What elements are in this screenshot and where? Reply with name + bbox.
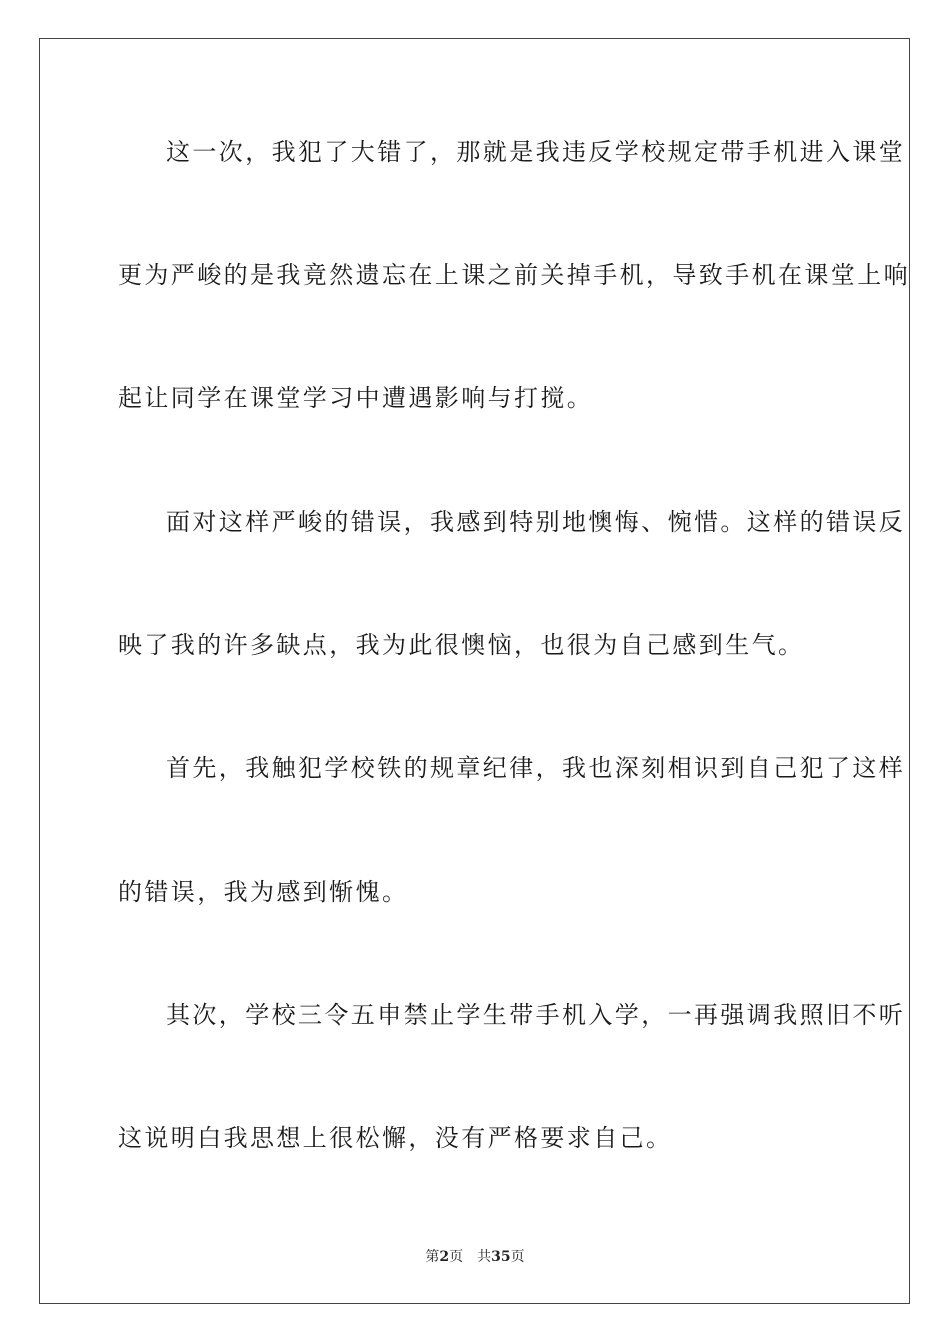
total-prefix: 共: [477, 1249, 492, 1265]
page-border: [39, 38, 910, 1304]
paragraph-3-line-1: 首先，我触犯学校铁的规章纪律，我也深刻相识到自己犯了这样: [166, 754, 906, 782]
paragraph-2-line-2: 映了我的许多缺点，我为此很懊恼，也很为自己感到生气。: [118, 631, 805, 659]
paragraph-4-line-1: 其次，学校三令五申禁止学生带手机入学，一再强调我照旧不听: [166, 1001, 906, 1029]
paragraph-4-line-2: 这说明白我思想上很松懈，没有严格要求自己。: [118, 1124, 673, 1152]
paragraph-1-line-1: 这一次，我犯了大错了，那就是我违反学校规定带手机进入课堂: [166, 138, 906, 166]
total-pages: 35: [491, 1249, 511, 1265]
page-number: 2: [439, 1249, 450, 1265]
paragraph-2-line-1: 面对这样严峻的错误，我感到特别地懊悔、惋惜。这样的错误反: [166, 508, 906, 536]
page-suffix: 页: [449, 1249, 464, 1265]
paragraph-1-line-2: 更为严峻的是我竟然遗忘在上课之前关掉手机，导致手机在课堂上响: [118, 261, 910, 289]
total-suffix: 页: [510, 1249, 525, 1265]
page-prefix: 第: [425, 1249, 440, 1265]
paragraph-3-line-2: 的错误，我为感到惭愧。: [118, 878, 409, 906]
paragraph-1-line-3: 起让同学在课堂学习中遭遇影响与打搅。: [118, 384, 594, 412]
page-footer: [0, 1248, 950, 1266]
